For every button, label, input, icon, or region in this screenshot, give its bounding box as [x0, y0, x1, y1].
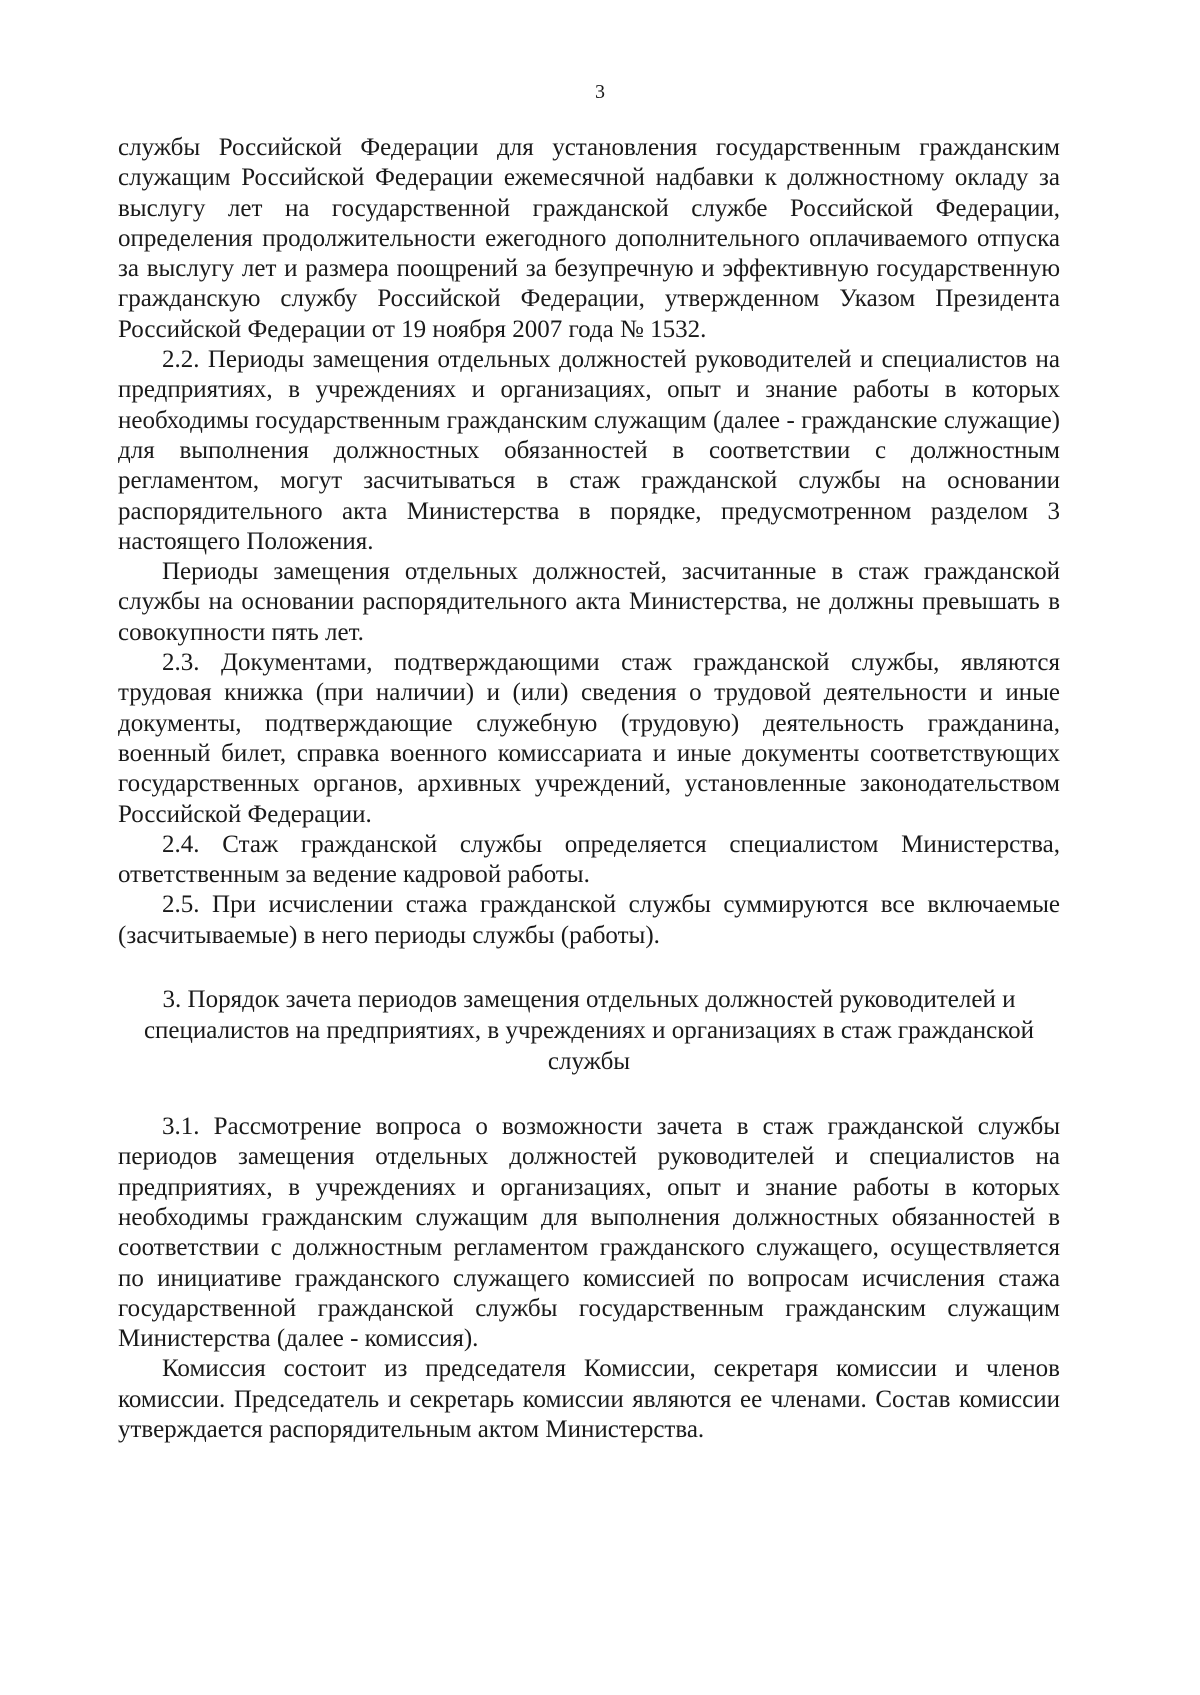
page-number: 3	[595, 81, 605, 103]
document-body	[118, 133, 1060, 1445]
section-3-title: 3. Порядок зачета периодов замещения отдельных должностей руководителей и специалистов на предприятиях, в учреждениях и организациях в стаж гражданской службы	[143, 986, 1035, 1076]
paragraph-2-5: 2.5. При исчислении стажа гражданской службы суммируются все включаемые (засчитываемые) в него периоды службы (работы).	[118, 891, 1060, 949]
paragraph-2-2-limit: Периоды замещения отдельных должностей, засчитанные в стаж гражданской службы на основании распорядительного акта Министерства, не должны превышать в совокупности пять лет.	[118, 558, 1060, 646]
paragraph-continuation: службы Российской Федерации для установления государственным гражданским служащим Российской Федерации ежемесячной надбавки к должностному окладу за выслугу лет на государственной гражданской службе Российской Федерации, определения продолжительности ежегодного дополнительного оплачиваемого отпуска за выслугу лет и размера поощрений за безупречную и эффективную государственную гражданскую службу Российской Федерации, утвержденном Указом Президента Российской Федерации от 19 ноября 2007 года № 1532.	[118, 134, 1060, 343]
paragraph-2-3: 2.3. Документами, подтверждающими стаж гражданской службы, являются трудовая книжка (при наличии) и (или) сведения о трудовой деятельности и иные документы, подтверждающие служебную (трудовую) деятельность гражданина, военный билет, справка военного комиссариата и иные документы соответствующих государственных органов, архивных учреждений, установленные законодательством Российской Федерации.	[118, 649, 1060, 828]
paragraph-commission: Комиссия состоит из председателя Комиссии, секретаря комиссии и членов комиссии. Председатель и секретарь комиссии являются ее членами. Состав комиссии утверждается распорядительным актом Министерства.	[118, 1355, 1060, 1443]
paragraph-2-2: 2.2. Периоды замещения отдельных должностей руководителей и специалистов на предприятиях, в учреждениях и организациях, опыт и знание работы в которых необходимы государственным гражданским служащим (далее - гражданские служащие) для выполнения должностных обязанностей в соответствии с должностным регламентом, могут засчитываться в стаж гражданской службы на основании распорядительного акта Министерства в порядке, предусмотренном разделом 3 настоящего Положения.	[118, 346, 1060, 555]
paragraph-3-1: 3.1. Рассмотрение вопроса о возможности зачета в стаж гражданской службы периодов замещения отдельных должностей руководителей и специалистов на предприятиях, в учреждениях и организациях, опыт и знание работы в которых необходимы гражданским служащим для выполнения должностных обязанностей в соответствии с должностным регламентом гражданского служащего, осуществляется по инициативе гражданского служащего комиссией по вопросам исчисления стажа государственной гражданской службы государственным гражданским служащим Министерства (далее - комиссия).	[118, 1113, 1060, 1353]
paragraph-2-4: 2.4. Стаж гражданской службы определяется специалистом Министерства, ответственным за ведение кадровой работы.	[118, 830, 1060, 889]
